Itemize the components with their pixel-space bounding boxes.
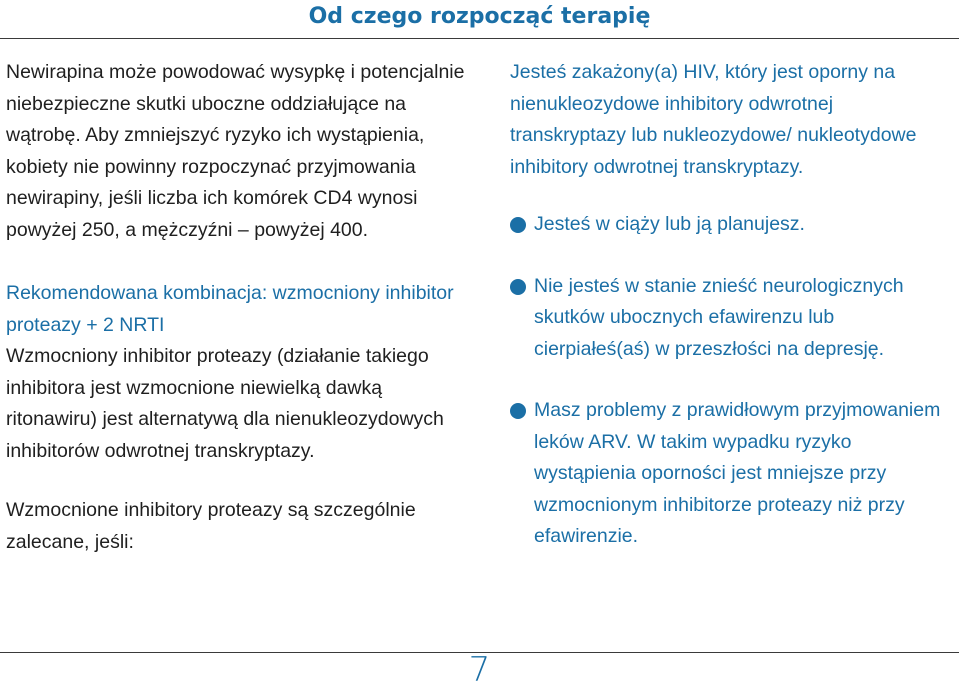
list-item [510, 209, 950, 241]
recommended-combination-heading: Rekomendowana kombinacja: wzmocniony inhibitor proteazy + 2 NRTI [6, 282, 454, 336]
right-column [510, 57, 950, 583]
top-divider [0, 38, 959, 39]
page-title: Od czego rozpocząć terapię [308, 4, 651, 29]
bullet-dot-icon [510, 403, 526, 419]
boosted-pi-recommended-paragraph: Wzmocnione inhibitory proteazy są szczególnie zalecane, jeśli: [6, 499, 416, 553]
bullet-dot-icon [510, 279, 526, 295]
conditions-list [510, 209, 950, 553]
list-item-text: Jesteś w ciąży lub ją planujesz. [534, 213, 805, 235]
nevirapine-paragraph: Newirapina może powodować wysypkę i potencjalnie niebezpieczne skutki uboczne oddziałujące na wątrobę. Aby zmniejszyć ryzyko ich wystąpienia, kobiety nie powinny rozpoczynać przyjmowania newirapiny, jeśli liczba ich komórek CD4 wynosi powyżej 250, a mężczyźni – powyżej 400. [6, 61, 465, 241]
list-item [510, 395, 950, 553]
recommended-combination-section [6, 278, 468, 467]
list-item [510, 271, 950, 366]
list-item-text: Masz problemy z prawidłowym przyjmowaniem leków ARV. W takim wypadku ryzyko wystąpienia oporności jest mniejsze przy wzmocnionym inhibitorze proteazy niż przy efawirenzie. [534, 399, 941, 547]
bullet-dot-icon [510, 217, 526, 233]
page-number: 7 [468, 650, 491, 690]
left-column [6, 57, 468, 558]
boosted-pi-paragraph: Wzmocniony inhibitor proteazy (działanie takiego inhibitora jest wzmocnione niewielką dawką ritonawiru) jest alternatywą dla nienukleozydowych inhibitorów odwrotnej transkryptazy. [6, 345, 444, 462]
resistance-paragraph: Jesteś zakażony(a) HIV, który jest oporny na nienukleozydowe inhibitory odwrotnej transkryptazy lub nukleozydowe/ nukleotydowe inhibitory odwrotnej transkryptazy. [510, 61, 917, 178]
list-item-text: Nie jesteś w stanie znieść neurologicznych skutków ubocznych efawirenzu lub cierpiałeś(aś) w przeszłości na depresję. [534, 274, 904, 360]
